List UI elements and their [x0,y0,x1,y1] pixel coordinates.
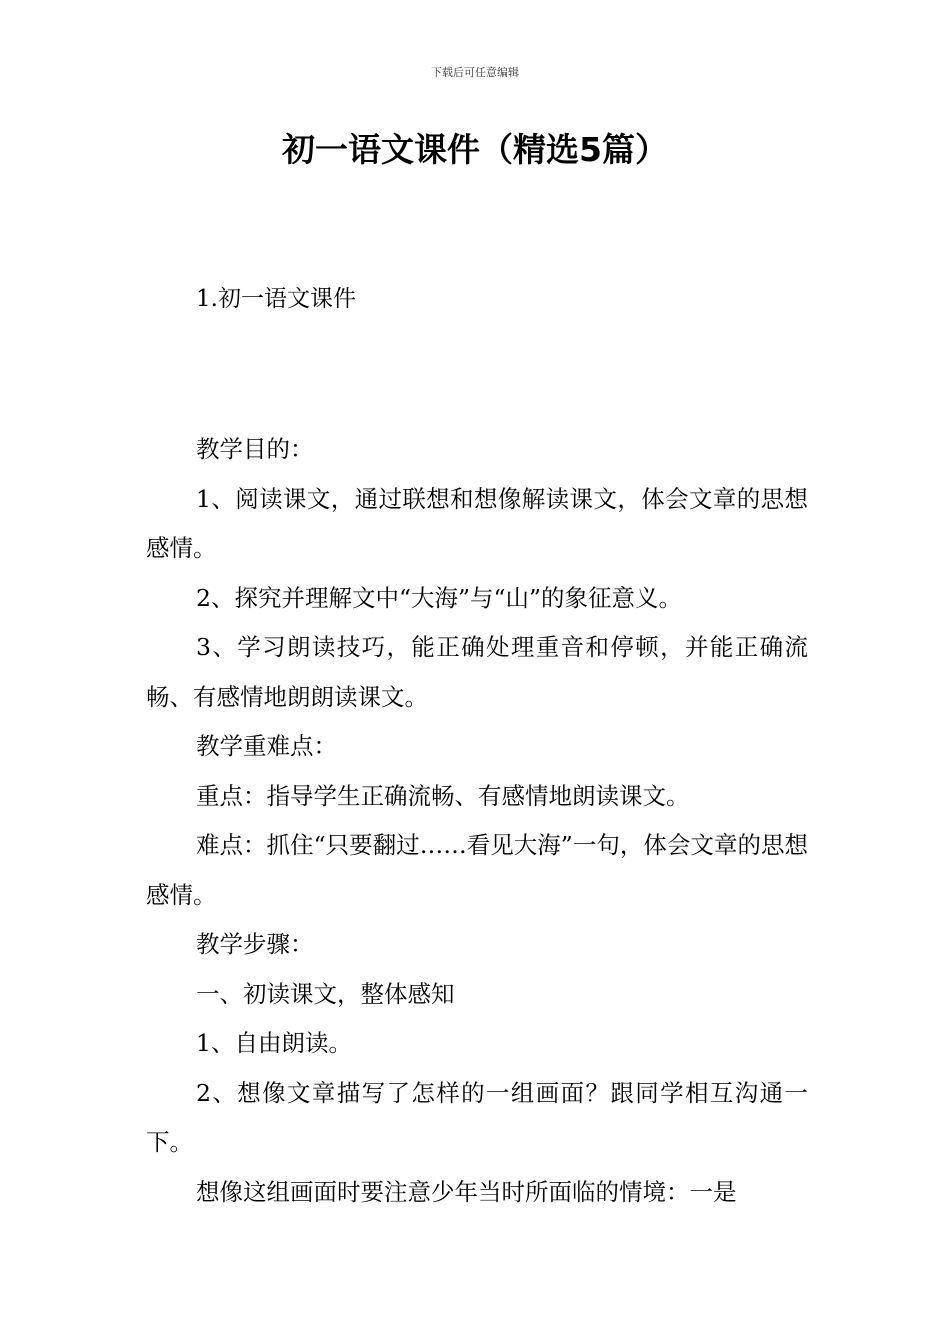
paragraph-objective-3: 3、学习朗读技巧，能正确处理重音和停顿，并能正确流畅、有感情地朗朗读课文。 [146,633,808,711]
paragraph-step-1-item-2: 2、想像文章描写了怎样的一组画面？跟同学相互沟通一下。 [146,1078,808,1156]
document-title: 初一语文课件（精选5篇） [282,130,668,169]
paragraph-step-1-item-1: 1、自由朗读。 [196,1029,352,1057]
document-body [146,425,808,1217]
paragraph-scene-note: 想像这组画面时要注意少年当时所面临的情境：一是 [196,1177,737,1206]
paragraph-step-1-heading: 一、初读课文，整体感知 [196,979,455,1008]
paragraph-steps-heading: 教学步骤： [196,930,314,958]
paragraph-key-point: 重点：指导学生正确流畅、有感情地朗读课文。 [196,781,690,810]
paragraph-key-points-heading: 教学重难点： [196,732,337,760]
paragraph-objective-2: 2、探究并理解文中“大海”与“山”的象征意义。 [196,583,683,612]
paragraph-difficult-point: 难点：抓住“只要翻过……看见大海”一句，体会文章的思想感情。 [146,831,808,909]
paragraph-objectives-heading: 教学目的： [196,435,314,463]
paragraph-objective-1: 1、阅读课文，通过联想和想像解读课文，体会文章的思想感情。 [146,484,808,562]
header-note: 下载后可任意编辑 [431,66,519,79]
section-heading: 1.初一语文课件 [196,286,356,312]
